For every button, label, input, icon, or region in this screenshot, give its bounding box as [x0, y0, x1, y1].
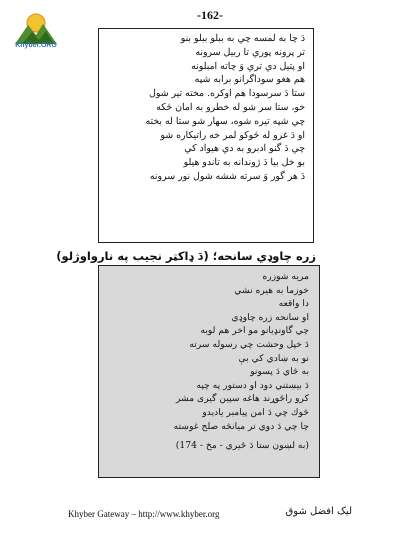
poem-line: دَ بيښتني دود او دستور په چپه — [196, 379, 309, 391]
footer-author: ليک افضل شوق — [285, 506, 352, 517]
poem-line: او پتيل دي تري وَ چاته امبلونه — [191, 60, 305, 72]
poem-line: خوزما به هيره نشي — [234, 284, 309, 296]
poem-box — [98, 28, 314, 243]
poem-line: چي دَ گنو ادبرو به دي هيواد كي — [184, 143, 305, 155]
poem-line: كرو راځوړند هاغه سپين گيرى مشر — [175, 393, 309, 405]
poem-line: چي شپه تيره شوه، سهار شو ستا له بخته — [145, 115, 305, 127]
grey-poem-box — [98, 265, 320, 478]
poem-line: نو به ښادي كي بې — [238, 352, 309, 364]
poem-line: او دَ غرو له څوكو لمر خه راتيكاره شو — [160, 129, 305, 141]
poem-line: تر پرونه پوري تا ربيل سرونه — [195, 46, 305, 58]
logo-text: Khyber.ORG — [15, 42, 57, 49]
poem-line: او سانحه زره چاوډي — [231, 311, 309, 323]
page-number: -162- — [197, 8, 223, 22]
section-title: زره چاوډي سانحه؛ (دَ ډاكټر نجيب په نارواوژلو) — [56, 249, 316, 263]
poem-line: خو، ستا سر شو له خطرو به امان څكه — [156, 101, 305, 113]
poem-line: مريه شوزره — [262, 271, 309, 282]
poem-line: هم هغو سوداگرانو برابه شپه — [194, 74, 305, 86]
poem-line: دَ هر گور وَ سرته ششه شول نور سرونه — [149, 170, 305, 182]
poem-line: څوك چي دَ امن پيامبر يادېدو — [202, 406, 309, 418]
poem-line: چي گاونډيانو مو اخر هم لوبه — [200, 325, 309, 337]
citation: (به لښون ستا دَ ځيري - مخ - 174) — [175, 440, 309, 452]
poem-line: دَ چا به لمسه چي به ببلو ببلو بنو — [180, 33, 305, 44]
poem-line: چا چي دَ دوي تر ميانڅه صلح غوښته — [173, 420, 309, 432]
poem-line: به څاي دَ پسونو — [250, 366, 309, 378]
poem-line: دا واقعه — [278, 298, 309, 310]
poem-line: بو خل بيا دَ ژوندانه به تاندو هيلو — [183, 157, 305, 169]
poem-line: ستا دَ سرسودا هم اوكره. مخته تير شول — [149, 88, 305, 100]
poem-line: دَ خپل وحشت چي رسوله سرته — [189, 338, 309, 350]
footer-website: Khyber Gateway – http://www.khyber.org — [68, 509, 220, 519]
